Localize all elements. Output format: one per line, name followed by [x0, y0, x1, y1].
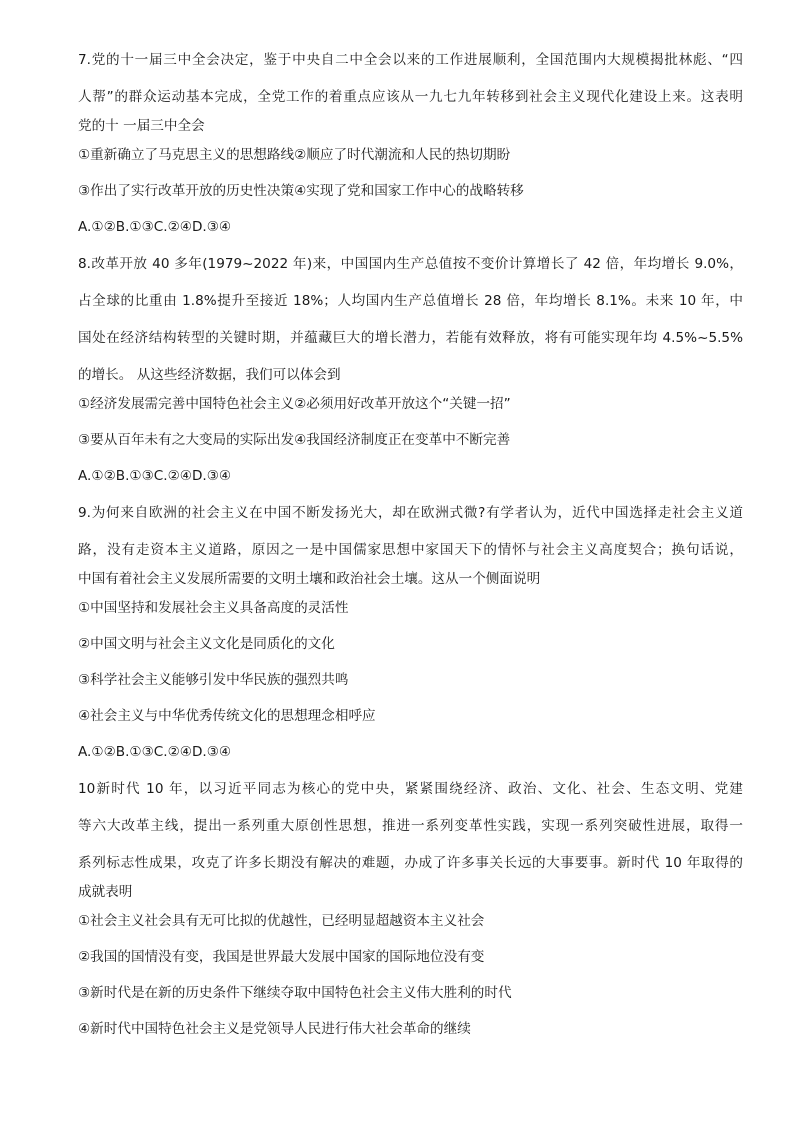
question-9-option-2: ②中国文明与社会主义文化是同质化的文化 — [78, 636, 335, 652]
question-9-option-1: ①中国坚持和发展社会主义具备高度的灵活性 — [78, 600, 349, 616]
question-9-answer-choices: A.①②B.①③C.②④D.③④ — [78, 744, 232, 760]
question-7 — [78, 50, 743, 237]
question-10-stem-line-2: 等六大改革主线，提出一系列重大原创性思想，推进一系列变革性实践，实现一系列突破性进展，取得一 — [78, 818, 743, 834]
question-10-option-4: ④新时代中国特色社会主义是党领导人民进行伟大社会革命的继续 — [78, 1021, 471, 1037]
question-9-option-3: ③科学社会主义能够引发中华民族的强烈共鸣 — [78, 672, 349, 688]
question-8-stem-line-3: 国处在经济结构转型的关键时期，并蕴藏巨大的增长潜力，若能有效释放，将有可能实现年均 4.5%~5.5% — [78, 330, 743, 346]
question-9-stem-line-1: 9.为何来自欧洲的社会主义在中国不断发扬光大，却在欧洲式微?有学者认为，近代中国选择走社会主义道 — [78, 505, 743, 521]
question-7-option-line-2: ③作出了实行改革开放的历史性决策④实现了党和国家工作中心的战略转移 — [78, 183, 524, 199]
question-10-stem-line-1: 10新时代 10 年，以习近平同志为核心的党中央，紧紧围绕经济、政治、文化、社会、生态文明、党建 — [78, 781, 743, 797]
question-7-stem-line-3: 党的十 一届三中全会 — [78, 118, 205, 134]
question-8-option-line-1: ①经济发展需完善中国特色社会主义②必须用好改革开放这个“关键一招” — [78, 396, 511, 412]
question-8-answer-choices: A.①②B.①③C.②④D.③④ — [78, 468, 232, 484]
question-7-option-line-1: ①重新确立了马克思主义的思想路线②顺应了时代潮流和人民的热切期盼 — [78, 147, 511, 163]
question-9 — [78, 503, 743, 762]
question-10-option-3: ③新时代是在新的历史条件下继续夺取中国特色社会主义伟大胜利的时代 — [78, 985, 512, 1001]
question-10-stem-line-4: 成就表明 — [78, 884, 133, 900]
question-7-stem-line-2: 人帮”的群众运动基本完成，全党工作的着重点应该从一九七九年转移到社会主义现代化建设上来。这表明 — [78, 89, 743, 105]
question-9-stem-line-2: 路，没有走资本主义道路，原因之一是中国儒家思想中家国天下的情怀与社会主义高度契合；换句话说， — [78, 542, 743, 558]
question-8-stem-line-2: 占全球的比重由 1.8%提升至接近 18%；人均国内生产总值增长 28 倍，年均增长 8.1%。未来 10 年，中 — [78, 293, 743, 309]
question-8 — [78, 254, 743, 486]
question-8-stem-line-4: 的增长。 从这些经济数据，我们可以体会到 — [78, 367, 341, 383]
question-10-option-1: ①社会主义社会具有无可比拟的优越性，已经明显超越资本主义社会 — [78, 913, 485, 929]
exam-page — [78, 50, 743, 1039]
question-10-stem-line-3: 系列标志性成果，攻克了许多长期没有解决的难题，办成了许多事关长远的大事要事。新时代 10 年取得的 — [78, 855, 743, 871]
question-9-option-4: ④社会主义与中华优秀传统文化的思想理念相呼应 — [78, 708, 376, 724]
question-8-stem-line-1: 8.改革开放 40 多年(1979~2022 年)来，中国国内生产总值按不变价计算增长了 42 倍，年均增长 9.0%， — [78, 256, 743, 272]
question-7-stem-line-1: 7.党的十一届三中全会决定，鉴于中央自二中全会以来的工作进展顺利，全国范围内大规模揭批林彪、“四 — [78, 52, 743, 68]
question-10-option-2: ②我国的国情没有变，我国是世界最大发展中国家的国际地位没有变 — [78, 949, 485, 965]
question-10 — [78, 779, 743, 1039]
question-8-option-line-2: ③要从百年未有之大变局的实际出发④我国经济制度正在变革中不断完善 — [78, 432, 511, 448]
question-9-stem-line-3: 中国有着社会主义发展所需要的文明土壤和政治社会土壤。这从一个侧面说明 — [78, 571, 541, 587]
question-7-answer-choices: A.①②B.①③C.②④D.③④ — [78, 219, 232, 235]
